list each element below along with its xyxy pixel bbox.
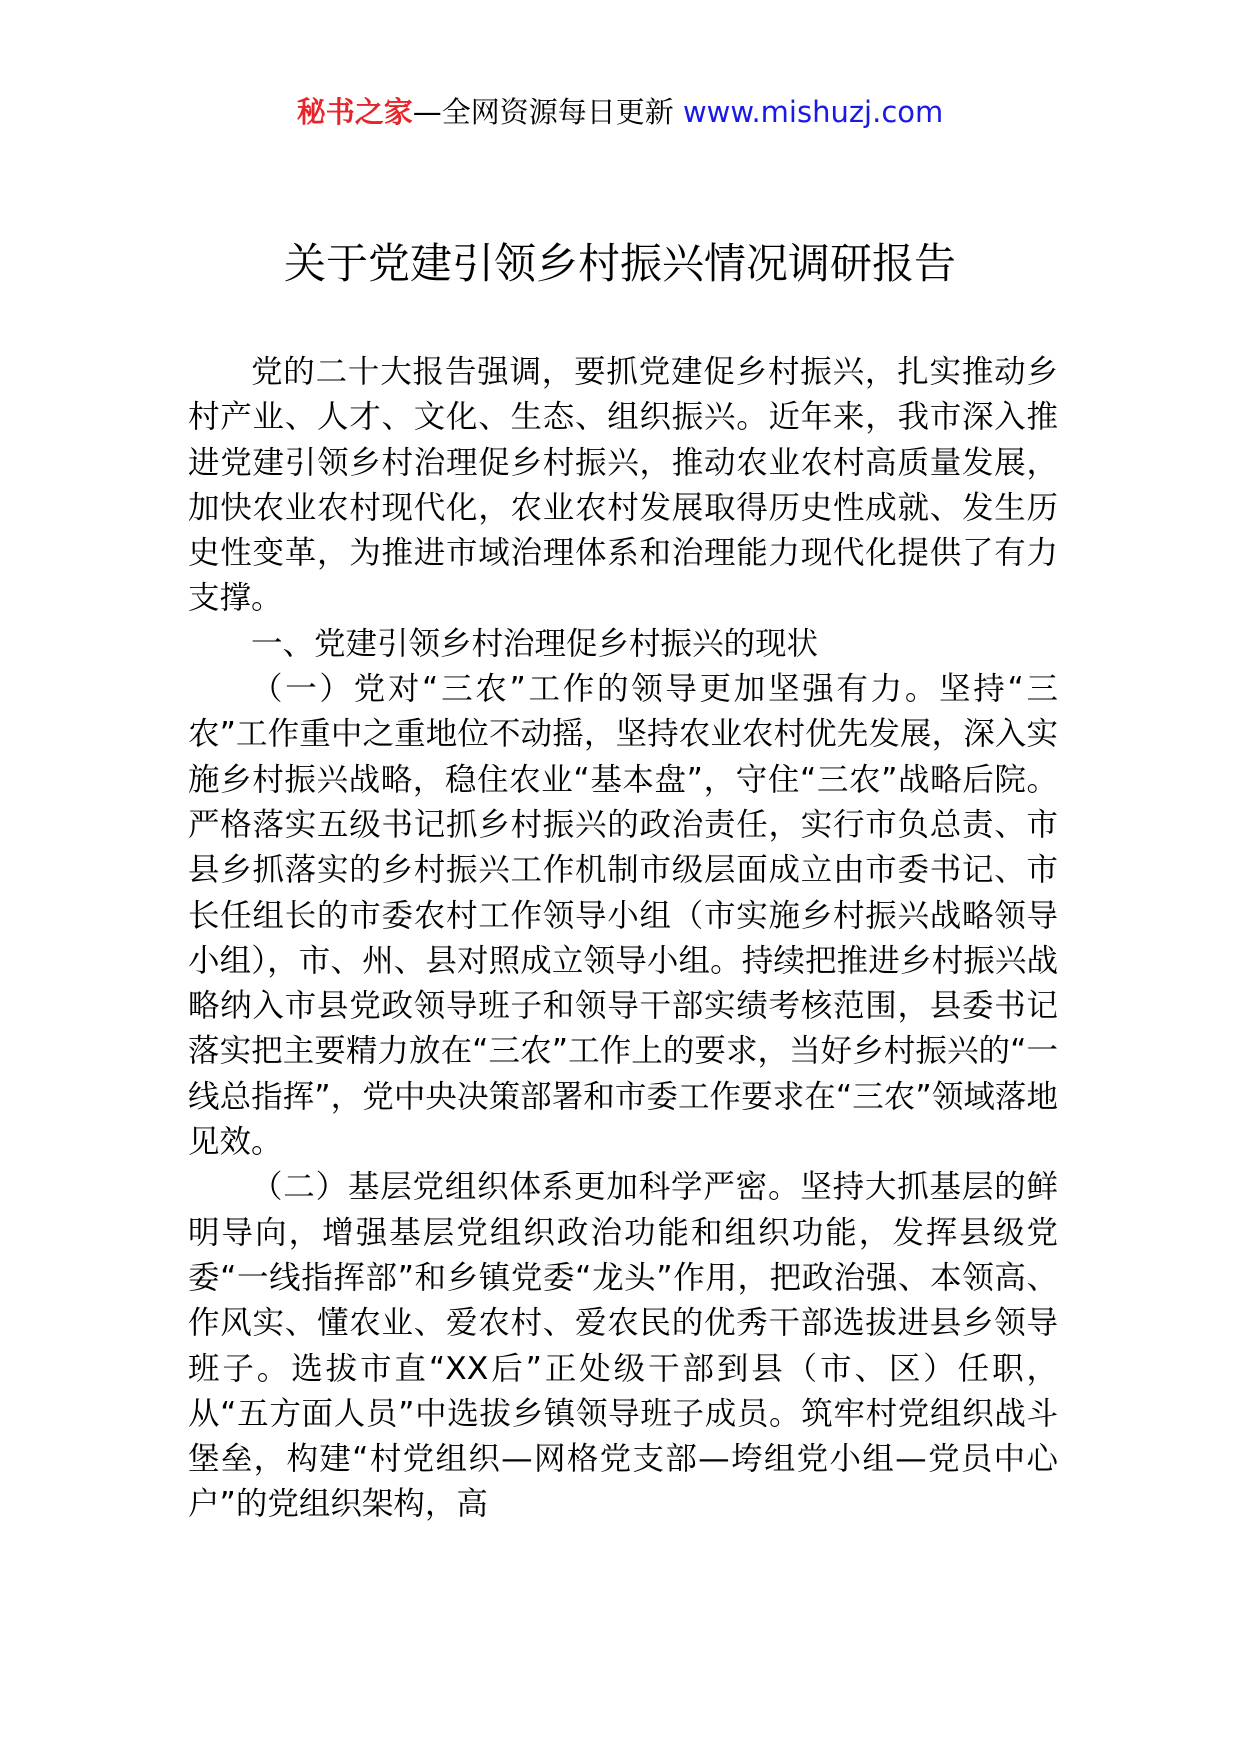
paragraph-section-1-1: （一）党对“三农”工作的领导更加坚强有力。坚持“三农”工作重中之重地位不动摇，坚持农业农村优先发展，深入实施乡村振兴战略，稳住农业“基本盘”，守住“三农”战略后院。严格落实五级书记抓乡村振兴的政治责任，实行市负总责、市县乡抓落实的乡村振兴工作机制市级层面成立由市委书记、市长任组长的市委农村工作领导小组（市实施乡村振兴战略领导小组），市、州、县对照成立领导小组。持续把推进乡村振兴战略纳入市县党政领导班子和领导干部实绩考核范围，县委书记落实把主要精力放在“三农”工作上的要求，当好乡村振兴的“一线总指挥”，党中央决策部署和市委工作要求在“三农”领域落地见效。 bbox=[188, 671, 1058, 1161]
document-body bbox=[188, 350, 1058, 1528]
header-tagline: —全网资源每日更新 bbox=[412, 95, 674, 129]
brand-name: 秘书之家 bbox=[296, 95, 413, 129]
document-title: 关于党建引领乡村振兴情况调研报告 bbox=[283, 239, 956, 288]
section-heading-1: 一、党建引领乡村治理促乡村振兴的现状 bbox=[251, 625, 819, 662]
paragraph-section-1-2: （二）基层党组织体系更加科学严密。坚持大抓基层的鲜明导向，增强基层党组织政治功能和组织功能，发挥县级党委“一线指挥部”和乡镇党委“龙头”作用，把政治强、本领高、作风实、懂农业、爱农村、爱农民的优秀干部选拔进县乡领导班子。选拔市直“XX后”正处级干部到县（市、区）任职，从“五方面人员”中选拔乡镇领导班子成员。筑牢村党组织战斗堡垒，构建“村党组织—网格党支部—垮组党小组—党员中心户”的党组织架构，高 bbox=[188, 1169, 1058, 1523]
paragraph-intro: 党的二十大报告强调，要抓党建促乡村振兴，扎实推动乡村产业、人才、文化、生态、组织振兴。近年来，我市深入推进党建引领乡村治理促乡村振兴，推动农业农村高质量发展，加快农业农村现代化，农业农村发展取得历史性成就、发生历史性变革，为推进市域治理体系和治理能力现代化提供了有力支撑。 bbox=[188, 354, 1058, 617]
site-header bbox=[0, 92, 1240, 132]
site-url-link[interactable]: www.mishuzj.com bbox=[682, 95, 944, 129]
